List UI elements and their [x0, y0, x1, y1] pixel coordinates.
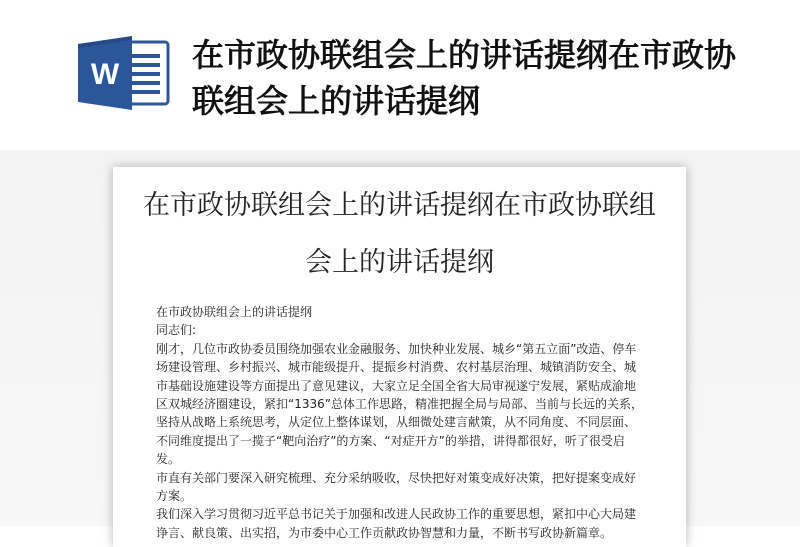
word-letter: W	[90, 58, 120, 91]
document-heading-line: 在市政协联组会上的讲话提纲	[156, 305, 313, 319]
document-paragraph: 刚才，几位市政协委员围绕加强农业金融服务、加快种业发展、城乡“第五立面”改造、停车场建设管理、乡村振兴、城市能级提升、提振乡村消费、农村基层治理、城镇消防安全、城市基础设施建设等方面提出了意见建议，大家立足全国全省大局审视遂宁发展，紧贴成渝地区双城经济圈建设，紧扣“1336”总体工作思路，精准把握全局与局部、当前与长远的关系，坚持从战略上系统思考，从定位上整体谋划，从细微处建言献策，从不同角度、不同层面、不同维度提出了一揽子“靶向治疗”的方案、“对症开方”的举措，讲得都很好，听了很受启发。	[156, 341, 643, 467]
document-paragraph: 我们深入学习贯彻习近平总书记关于加强和改进人民政协工作的重要思想，紧扣中心大局建诤言、献良策、出实招，为市委中心工作贡献政协智慧和力量，不断书写政协新篇章。	[156, 507, 637, 540]
document-paragraph: 市直有关部门要深入研究梳理、充分采纳吸收，尽快把好对策变成好决策，把好提案变成好方案。	[156, 470, 637, 504]
document-body	[156, 303, 646, 542]
page-title: 在市政协联组会上的讲话提纲在市政协联组会上的讲话提纲	[192, 36, 737, 120]
word-document-icon	[76, 36, 172, 110]
header	[0, 0, 800, 150]
document-salutation: 同志们:	[156, 323, 197, 338]
document-title: 在市政协联组会上的讲话提纲在市政协联组会上的讲话提纲	[143, 190, 656, 278]
document-page	[113, 167, 686, 547]
